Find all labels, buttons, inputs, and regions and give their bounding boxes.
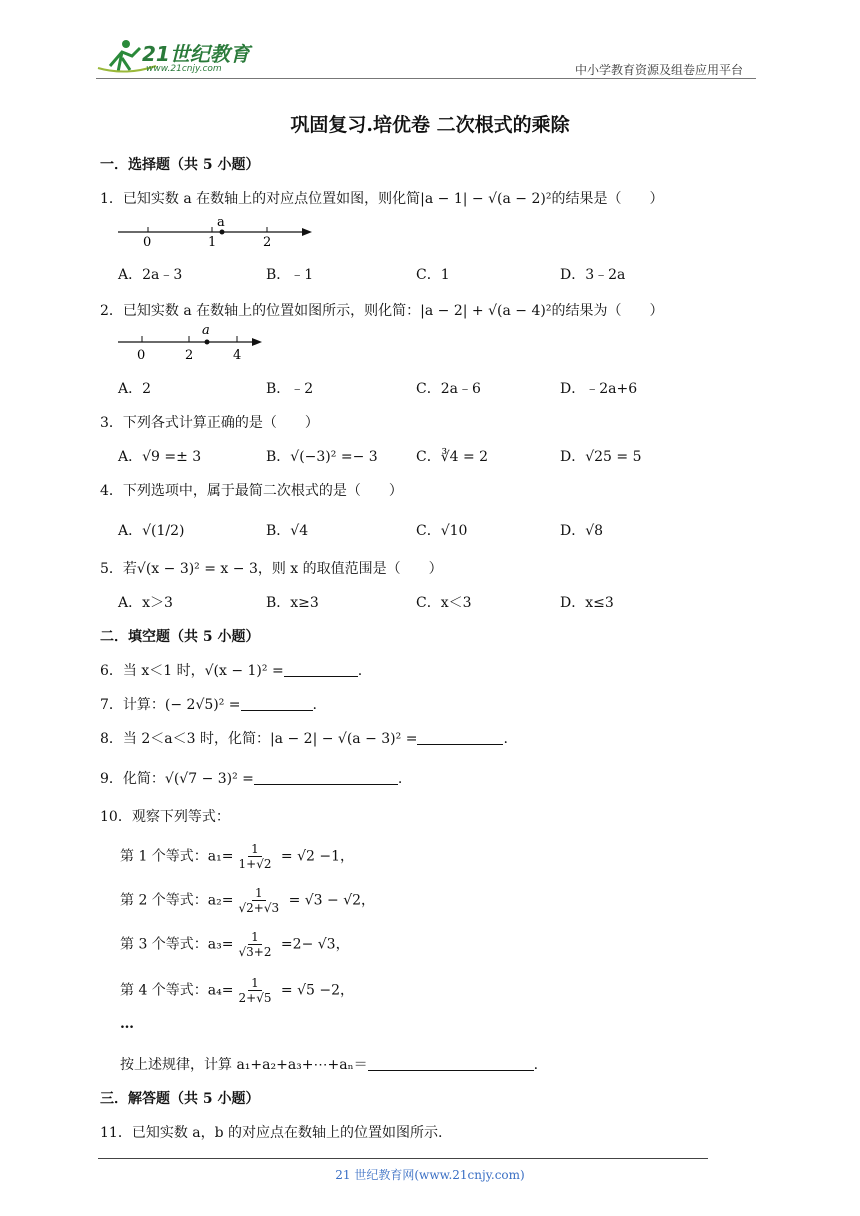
q10-eq4-prefix: 第 4 个等式：a₄= (120, 982, 234, 999)
section-heading-choice: 一．选择题（共 5 小题） (100, 157, 260, 173)
q3-option-c: C．∛4 = 2 (416, 449, 489, 465)
q10-eq3-rhs: =2− √3， (276, 936, 350, 953)
question-7-period: . (312, 697, 317, 713)
q2-tick-label-0: 0 (137, 348, 146, 362)
question-3-stem: 3．下列各式计算正确的是（ ） (100, 415, 319, 431)
question-8 (100, 728, 508, 748)
q2-option-b: B．﹣2 (266, 381, 314, 397)
q1-tick-label-2: 2 (263, 235, 272, 250)
question-6 (100, 660, 362, 680)
q1-tick-label-1: 1 (208, 235, 217, 250)
question-6-text: 6．当 x＜1 时，√(x − 1)² = (100, 663, 284, 679)
question-5-stem: 5．若√(x − 3)² = x − 3，则 x 的取值范围是（ ） (100, 561, 443, 577)
q10-equation-1 (120, 842, 354, 871)
q2-option-a: A．2 (118, 381, 152, 397)
q1-option-b: B．﹣1 (266, 267, 314, 283)
q4-option-d: D．√8 (560, 523, 604, 539)
question-8-text: 8．当 2＜a＜3 时，化简：|a − 2| − √(a − 3)² = (100, 731, 418, 747)
q5-option-c: C．x＜3 (416, 595, 472, 611)
q10-eq1-numerator: 1 (248, 842, 262, 857)
q10-equation-4 (120, 976, 354, 1005)
q10-eq1-prefix: 第 1 个等式：a₁= (120, 848, 234, 865)
q5-option-d: D．x≤3 (560, 595, 614, 611)
q10-eq4-numerator: 1 (248, 976, 262, 991)
q10-eq1-rhs: = √2 −1， (276, 848, 355, 865)
q1-option-a: A．2a﹣3 (118, 267, 183, 283)
answer-blank-10[interactable] (368, 1056, 534, 1071)
header-divider (96, 78, 756, 79)
q3-option-d: D．√25 = 5 (560, 449, 642, 465)
question-9 (100, 768, 402, 788)
q10-eq2-numerator: 1 (252, 886, 266, 901)
page-title: 巩固复习.培优卷 二次根式的乘除 (290, 114, 570, 136)
question-8-period: . (503, 731, 508, 747)
question-7-text: 7．计算：(− 2√5)² = (100, 697, 241, 713)
answer-blank-8[interactable] (417, 730, 503, 745)
q5-option-a: A．x＞3 (118, 595, 173, 611)
q1-tick-label-0: 0 (143, 235, 152, 250)
q10-eq1-fraction (236, 842, 275, 871)
q2-point-label: a (202, 323, 210, 338)
q2-tick-label-1: 2 (185, 348, 194, 362)
q1-option-c: C．1 (416, 267, 450, 283)
footer-divider (98, 1158, 708, 1159)
footer-link[interactable]: 21 世纪教育网(www.21cnjy.com) (335, 1168, 525, 1182)
number-line-q1 (116, 214, 316, 250)
q2-tick-label-2: 4 (233, 348, 242, 362)
logo-url: www.21cnjy.com (146, 64, 222, 74)
q4-option-c: C．√10 (416, 523, 468, 539)
q10-eq3-fraction (236, 930, 275, 959)
q10-rule-text: 按上述规律，计算 a₁+a₂+a₃+⋯+aₙ＝ (120, 1057, 368, 1073)
section-heading-answer: 三．解答题（共 5 小题） (100, 1091, 260, 1107)
q10-equation-3 (120, 930, 350, 959)
q3-option-b: B．√(−3)² =− 3 (266, 449, 378, 465)
q3-option-a: A．√9 =± 3 (118, 449, 202, 465)
q10-eq4-rhs: = √5 −2， (276, 982, 355, 999)
answer-blank-7[interactable] (241, 696, 313, 711)
q5-option-b: B．x≥3 (266, 595, 319, 611)
q10-rule-period: . (533, 1057, 539, 1073)
q4-option-b: B．√4 (266, 523, 309, 539)
q2-option-c: C．2a﹣6 (416, 381, 481, 397)
header-platform-text: 中小学教育资源及组卷应用平台 (575, 63, 744, 77)
q1-point-label: a (217, 215, 225, 230)
logo-text: 21世纪教育 (142, 42, 250, 66)
q10-eq2-rhs: = √3 − √2， (284, 892, 376, 909)
q10-eq1-denominator: 1+√2 (238, 857, 272, 871)
q2-option-d: D．﹣2a+6 (560, 381, 638, 397)
q10-eq4-denominator: 2+√5 (238, 991, 272, 1005)
q10-eq3-prefix: 第 3 个等式：a₃= (120, 936, 234, 953)
section-heading-fill: 二．填空题（共 5 小题） (100, 629, 260, 645)
q10-eq2-denominator: √2+√3 (238, 901, 280, 915)
question-1-stem: 1．已知实数 a 在数轴上的对应点位置如图，则化简|a − 1| − √(a − 2)²的结果是（ ） (100, 191, 664, 207)
q1-option-d: D．3﹣2a (560, 267, 626, 283)
question-9-text: 9．化简：√(√7 − 3)² = (100, 771, 254, 787)
question-2-stem: 2．已知实数 a 在数轴上的位置如图所示，则化简：|a − 2| + √(a − 4)²的结果为（ ） (100, 303, 664, 319)
q10-eq3-numerator: 1 (248, 930, 262, 945)
question-6-period: . (357, 663, 363, 679)
q10-eq4-fraction (236, 976, 275, 1005)
q4-option-a: A．√(1/2) (118, 523, 185, 539)
question-9-period: . (397, 771, 403, 787)
q10-ellipsis: … (120, 1016, 134, 1032)
q10-eq3-denominator: √3+2 (238, 945, 272, 959)
q10-rule (120, 1054, 538, 1074)
question-11-stem: 11．已知实数 a，b 的对应点在数轴上的位置如图所示. (100, 1125, 443, 1141)
question-4-stem: 4．下列选项中，属于最简二次根式的是（ ） (100, 483, 403, 499)
question-10-stem: 10．观察下列等式： (100, 809, 230, 825)
q10-eq2-prefix: 第 2 个等式：a₂= (120, 892, 234, 909)
logo (96, 36, 256, 76)
number-line-q2 (116, 322, 266, 362)
answer-blank-6[interactable] (284, 662, 358, 677)
question-7 (100, 694, 317, 714)
q10-equation-2 (120, 886, 375, 915)
q10-eq2-fraction (236, 886, 283, 915)
answer-blank-9[interactable] (254, 770, 398, 785)
